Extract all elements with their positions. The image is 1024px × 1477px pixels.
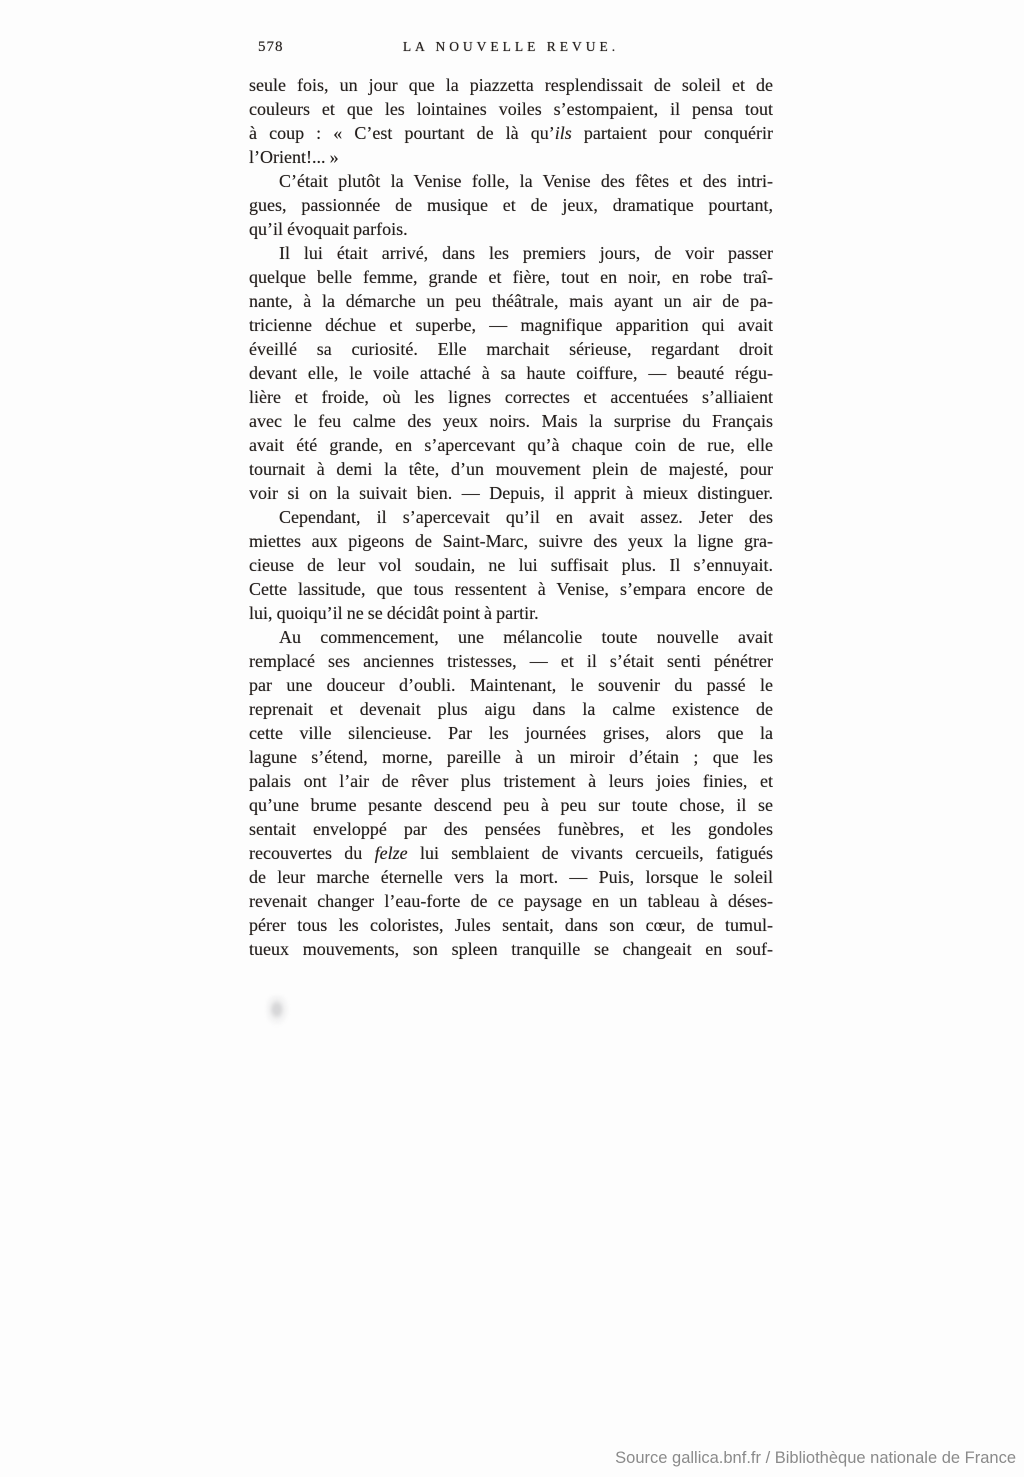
text-line <box>249 361 773 385</box>
text-segment: avec le feu calme des yeux noirs. Mais la surprise du Français <box>249 411 773 431</box>
text-line <box>249 937 773 961</box>
text-line <box>249 553 773 577</box>
text-segment: lière et froide, où les lignes correctes et accentuées s’alliaient <box>249 387 773 407</box>
text-segment: partaient pour conquérir <box>571 123 773 143</box>
text-line <box>249 385 773 409</box>
text-segment: qu’une brume pesante descend peu à peu sur toute chose, il se <box>249 795 773 815</box>
text-segment: lui semblaient de vivants cercueils, fatigués <box>407 843 773 863</box>
text-line <box>249 697 773 721</box>
text-segment: cieuse de leur vol soudain, ne lui suffisait plus. Il s’ennuyait. <box>249 555 773 575</box>
text-line <box>249 433 773 457</box>
text-line <box>249 265 773 289</box>
text-line <box>249 625 773 649</box>
italic-word: ils <box>554 123 572 143</box>
text-line <box>249 649 773 673</box>
text-segment: seule fois, un jour que la piazzetta resplendissait de soleil et de <box>249 75 773 95</box>
text-line <box>249 289 773 313</box>
text-segment: tueux mouvements, son spleen tranquille se changeait en souf- <box>249 939 773 959</box>
text-segment: l’Orient!... » <box>249 147 339 167</box>
text-line <box>249 745 773 769</box>
text-segment: qu’il évoquait parfois. <box>249 219 408 239</box>
text-line <box>249 193 773 217</box>
text-line <box>249 313 773 337</box>
text-segment: Il lui était arrivé, dans les premiers jours, de voir passer <box>279 243 773 263</box>
text-line <box>249 121 773 145</box>
text-line <box>249 73 773 97</box>
text-segment: reprenait et devenait plus aigu dans la calme existence de <box>249 699 773 719</box>
text-line <box>249 769 773 793</box>
text-segment: nante, à la démarche un peu théâtrale, mais ayant un air de pa- <box>249 291 773 311</box>
text-segment: Au commencement, une mélancolie toute nouvelle avait <box>279 627 773 647</box>
text-segment: sentait enveloppé par des pensées funèbres, et les gondoles <box>249 819 773 839</box>
scan-smudge-artifact <box>266 995 290 1027</box>
text-segment: quelque belle femme, grande et fière, tout en noir, en robe traî- <box>249 267 773 287</box>
text-line <box>249 409 773 433</box>
text-segment: avait été grande, en s’apercevant qu’à chaque coin de rue, elle <box>249 435 773 455</box>
text-line <box>249 817 773 841</box>
text-segment: Cependant, il s’apercevait qu’il en avait assez. Jeter des <box>279 507 773 527</box>
text-block <box>249 73 773 961</box>
text-line <box>249 457 773 481</box>
text-line <box>249 865 773 889</box>
text-segment: éveillé sa curiosité. Elle marchait sérieuse, regardant droit <box>249 339 773 359</box>
text-line <box>249 673 773 697</box>
text-line <box>249 721 773 745</box>
text-segment: tricienne déchue et superbe, — magnifique apparition qui avait <box>249 315 773 335</box>
text-segment: couleurs et que les lointaines voiles s’estompaient, il pensa tout <box>249 99 773 119</box>
text-segment: de leur marche éternelle vers la mort. — Puis, lorsque le soleil <box>249 867 773 887</box>
text-line <box>249 217 773 241</box>
footer-source-credit: Source gallica.bnf.fr / Bibliothèque nationale de France <box>615 1449 1016 1467</box>
text-segment: lui, quoiqu’il ne se décidât point à partir. <box>249 603 539 623</box>
text-line <box>249 577 773 601</box>
text-segment: voir si on la suivait bien. — Depuis, il apprit à mieux distinguer. <box>249 483 773 503</box>
text-line <box>249 337 773 361</box>
text-segment: pérer tous les coloristes, Jules sentait, dans son cœur, de tumul- <box>249 915 773 935</box>
text-line <box>249 793 773 817</box>
text-line <box>249 241 773 265</box>
italic-word: felze <box>374 843 408 863</box>
text-segment: remplacé ses anciennes tristesses, — et il s’était senti pénétrer <box>249 651 773 671</box>
text-segment: revenait changer l’eau-forte de ce paysage en un tableau à déses- <box>249 891 773 911</box>
text-segment: cette ville silencieuse. Par les journées grises, alors que la <box>249 723 773 743</box>
text-segment: devant elle, le voile attaché à sa haute coiffure, — beauté régu- <box>249 363 773 383</box>
text-segment: tournait à demi la tête, d’un mouvement plein de majesté, pour <box>249 459 773 479</box>
text-line <box>249 505 773 529</box>
text-segment: palais ont l’air de rêver plus tristement à leurs joies finies, et <box>249 771 773 791</box>
text-line <box>249 169 773 193</box>
text-line <box>249 529 773 553</box>
text-line <box>249 481 773 505</box>
text-segment: C’était plutôt la Venise folle, la Venise des fêtes et des intri- <box>279 171 773 191</box>
page-number: 578 <box>258 39 284 55</box>
journal-title: LA NOUVELLE REVUE. <box>402 39 620 54</box>
text-segment: Cette lassitude, que tous ressentent à Venise, s’empara encore de <box>249 579 773 599</box>
running-head <box>249 39 773 59</box>
text-line <box>249 97 773 121</box>
text-line <box>249 601 773 625</box>
text-line <box>249 889 773 913</box>
text-line <box>249 841 773 865</box>
text-line <box>249 913 773 937</box>
text-segment: miettes aux pigeons de Saint-Marc, suivre des yeux la ligne gra- <box>249 531 773 551</box>
text-segment: gues, passionnée de musique et de jeux, dramatique pourtant, <box>249 195 773 215</box>
text-line <box>249 145 773 169</box>
text-segment: par une douceur d’oubli. Maintenant, le souvenir du passé le <box>249 675 773 695</box>
text-segment: lagune s’étend, morne, pareille à un miroir d’étain ; que les <box>249 747 773 767</box>
text-segment: à coup : « C’est pourtant de là qu’ <box>249 123 555 143</box>
text-segment: recouvertes du <box>249 843 375 863</box>
